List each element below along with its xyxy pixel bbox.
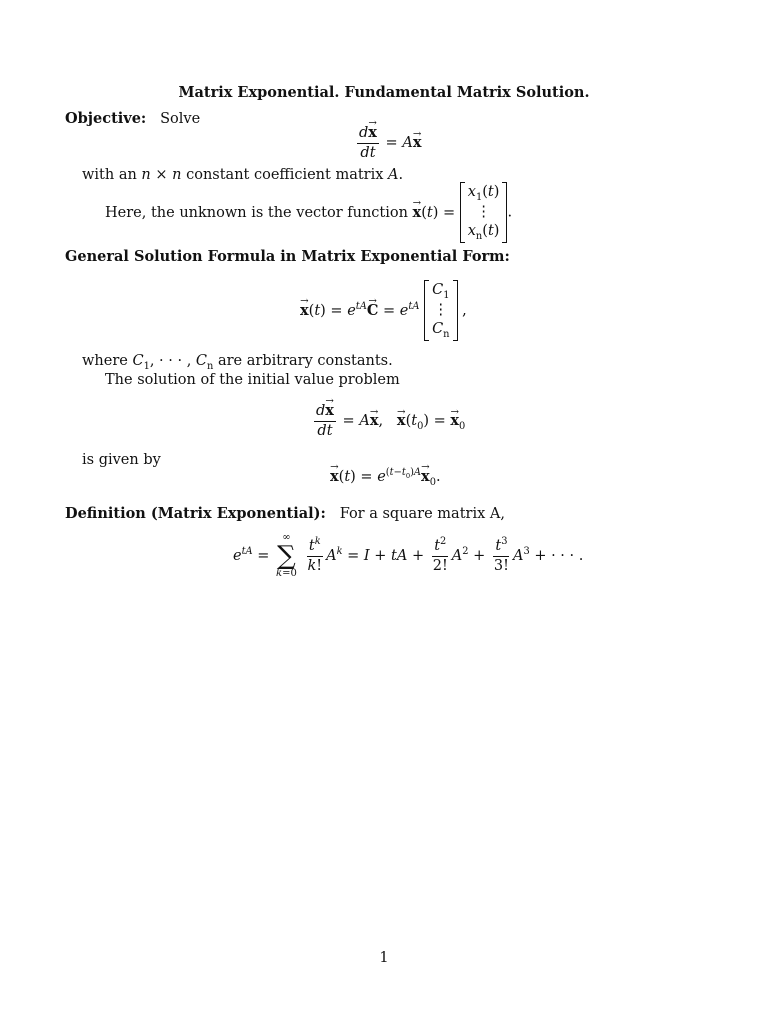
objective-equation: $\frac{d\to x}{dt}$ = A→ x	[355, 125, 421, 161]
objective-line3: Here, the unknown is the vector function → x(t) = $x_1(t)$ ⋮ $x_n(t)$ .	[105, 182, 512, 243]
given-by: is given by	[82, 452, 161, 468]
definition-line: Definition (Matrix Exponential): For a square matrix A,	[65, 505, 505, 522]
objective-line	[65, 110, 200, 127]
page-number: 1	[379, 950, 389, 966]
general-formula: → $x(t) = e^{tA}\to C = e^{tA}$ $C_1$ ⋮ $C_n$ ,	[300, 280, 467, 341]
where-line: where $C_1$, · · · , $C_n$ are arbitrary constants.	[82, 353, 393, 372]
ivp-intro: The solution of the initial value problem	[105, 372, 400, 388]
unknown-vector-matrix: $x_1(t)$ ⋮ $x_n(t)$	[460, 182, 508, 243]
ivp-equation: $\frac{d\to x}{dt}$ = A→ x, → $x(t_0)$ = → $x_0$	[312, 403, 465, 439]
objective-text: Solve	[160, 111, 201, 127]
ivp-solution: → $x(t) = e^{(t-t_0)A}\to x_0$.	[330, 468, 441, 485]
constant-vector-matrix: $C_1$ ⋮ $C_n$	[424, 280, 457, 341]
definition-formula: $e^{tA}$ = ∞ ∑ k=0 $\frac{t^k}{k!}$ $A^k = I$ + tA + $\frac{t^2}{2!}$ $A^2$ + $\frac{t^3}{3!}$ $A^3$ + · · · .	[233, 532, 584, 579]
objective-line2: with an n × n constant coefficient matrix A.	[82, 167, 404, 183]
objective-label: Objective:	[65, 110, 147, 127]
general-heading: General Solution Formula in Matrix Exponential Form:	[65, 248, 510, 265]
page-title: Matrix Exponential. Fundamental Matrix Solution.	[178, 84, 590, 101]
definition-heading: Definition (Matrix Exponential):	[65, 505, 326, 522]
